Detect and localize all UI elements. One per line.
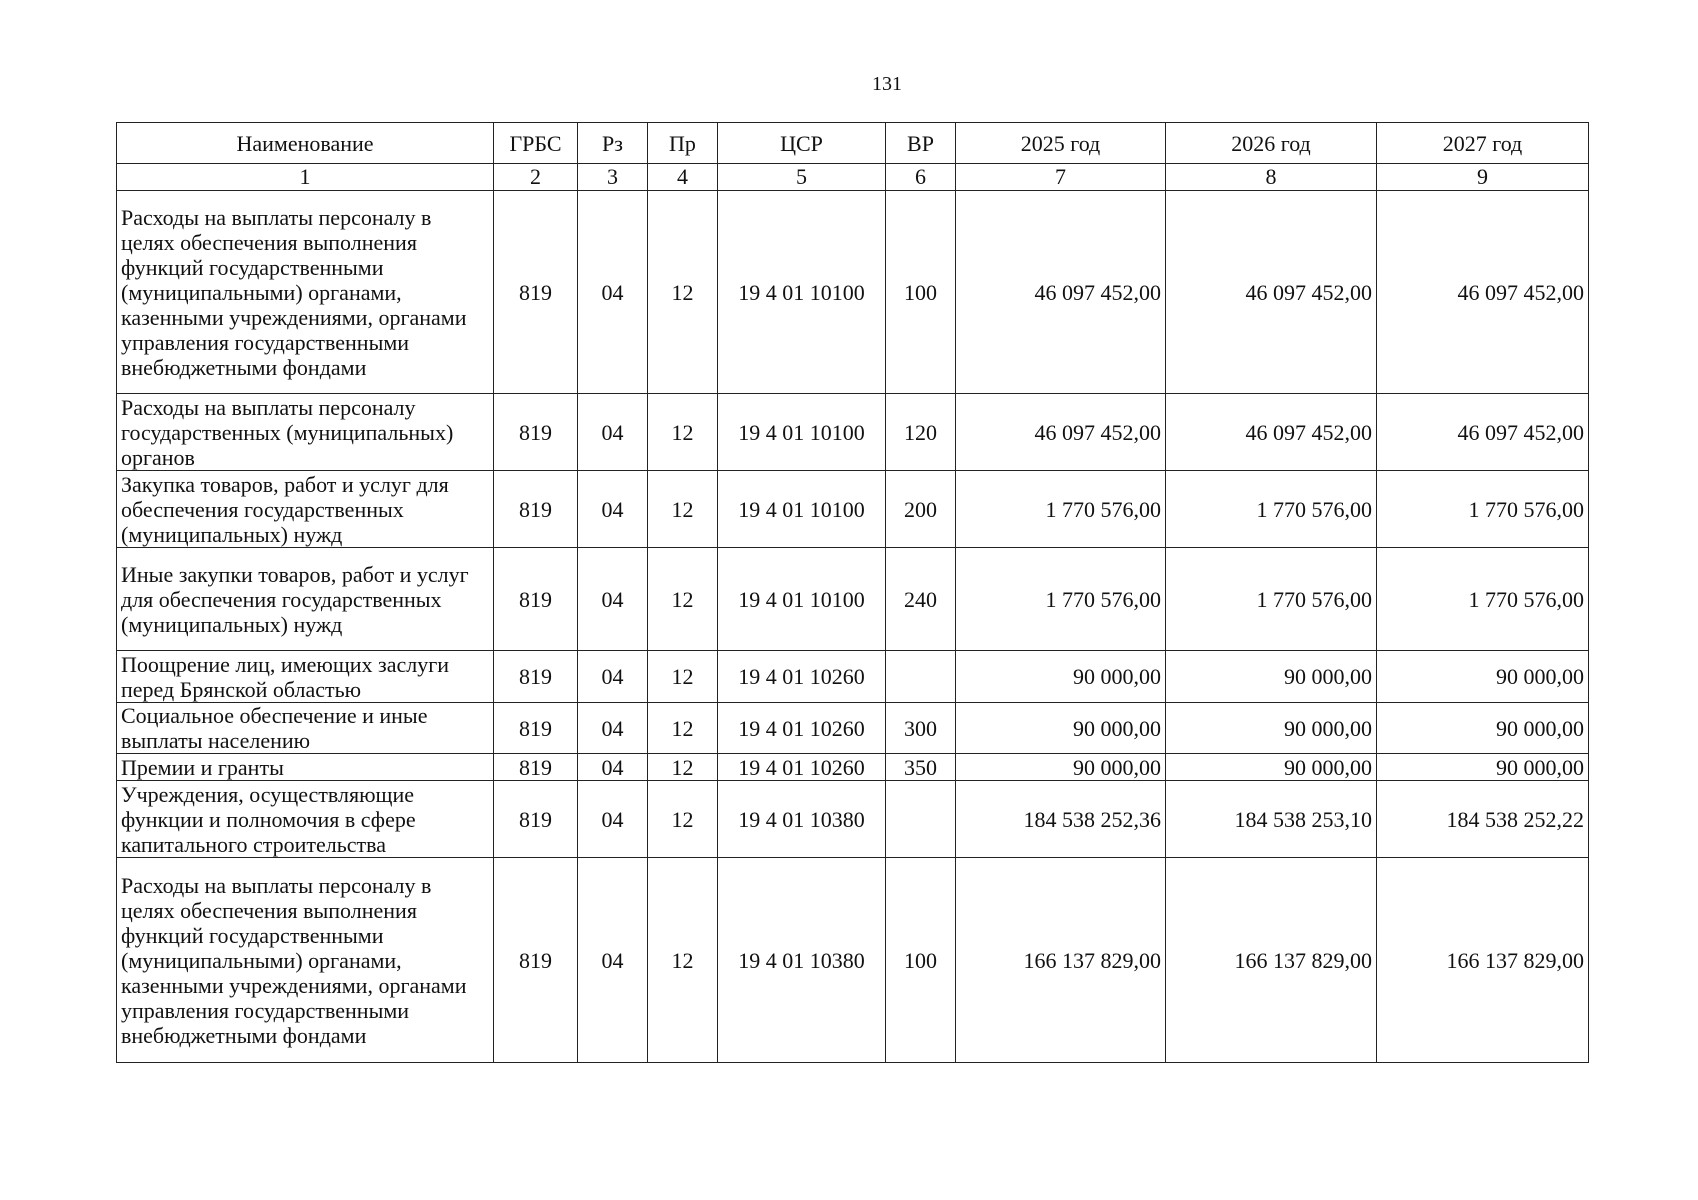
row-rz: 04 bbox=[578, 394, 648, 471]
row-amount-2025: 90 000,00 bbox=[956, 754, 1166, 781]
col-header-name: Наименование bbox=[117, 123, 494, 164]
table-row bbox=[117, 394, 1589, 471]
row-vr: 240 bbox=[886, 548, 956, 651]
row-vr: 200 bbox=[886, 471, 956, 548]
row-csr: 19 4 01 10260 bbox=[718, 754, 886, 781]
row-amount-2027: 1 770 576,00 bbox=[1377, 471, 1589, 548]
col-number: 5 bbox=[718, 164, 886, 191]
row-rz: 04 bbox=[578, 471, 648, 548]
row-amount-2025: 1 770 576,00 bbox=[956, 471, 1166, 548]
row-rz: 04 bbox=[578, 754, 648, 781]
row-vr: 120 bbox=[886, 394, 956, 471]
row-vr: 100 bbox=[886, 191, 956, 394]
col-number: 8 bbox=[1166, 164, 1377, 191]
row-amount-2027: 184 538 252,22 bbox=[1377, 781, 1589, 858]
table-row bbox=[117, 703, 1589, 754]
row-grbs: 819 bbox=[494, 651, 578, 703]
row-amount-2026: 46 097 452,00 bbox=[1166, 191, 1377, 394]
row-amount-2027: 90 000,00 bbox=[1377, 754, 1589, 781]
row-grbs: 819 bbox=[494, 191, 578, 394]
row-name: Иные закупки товаров, работ и услуг для обеспечения государственных (муниципальных) нужд bbox=[117, 548, 494, 651]
col-number: 4 bbox=[648, 164, 718, 191]
row-name: Расходы на выплаты персоналу в целях обеспечения выполнения функций государственными (муниципальными) органами, казенными учреждениями, органами управления государственными внебюджетными фондами bbox=[117, 191, 494, 394]
row-rz: 04 bbox=[578, 703, 648, 754]
row-pr: 12 bbox=[648, 781, 718, 858]
budget-table bbox=[116, 122, 1589, 1063]
col-header-grbs: ГРБС bbox=[494, 123, 578, 164]
col-header-2027: 2027 год bbox=[1377, 123, 1589, 164]
row-amount-2026: 166 137 829,00 bbox=[1166, 858, 1377, 1063]
col-header-rz: Рз bbox=[578, 123, 648, 164]
col-header-csr: ЦСР bbox=[718, 123, 886, 164]
row-pr: 12 bbox=[648, 703, 718, 754]
row-name: Поощрение лиц, имеющих заслуги перед Брянской областью bbox=[117, 651, 494, 703]
row-amount-2027: 46 097 452,00 bbox=[1377, 191, 1589, 394]
row-pr: 12 bbox=[648, 471, 718, 548]
row-rz: 04 bbox=[578, 191, 648, 394]
row-amount-2027: 1 770 576,00 bbox=[1377, 548, 1589, 651]
row-pr: 12 bbox=[648, 858, 718, 1063]
table-row bbox=[117, 471, 1589, 548]
row-amount-2026: 90 000,00 bbox=[1166, 754, 1377, 781]
row-rz: 04 bbox=[578, 548, 648, 651]
row-pr: 12 bbox=[648, 191, 718, 394]
row-grbs: 819 bbox=[494, 703, 578, 754]
row-amount-2025: 46 097 452,00 bbox=[956, 191, 1166, 394]
col-number: 7 bbox=[956, 164, 1166, 191]
row-csr: 19 4 01 10380 bbox=[718, 781, 886, 858]
row-grbs: 819 bbox=[494, 548, 578, 651]
table-row bbox=[117, 651, 1589, 703]
row-amount-2027: 90 000,00 bbox=[1377, 651, 1589, 703]
page-number: 131 bbox=[872, 73, 902, 95]
row-csr: 19 4 01 10100 bbox=[718, 191, 886, 394]
row-csr: 19 4 01 10100 bbox=[718, 548, 886, 651]
row-amount-2026: 184 538 253,10 bbox=[1166, 781, 1377, 858]
row-name: Закупка товаров, работ и услуг для обеспечения государственных (муниципальных) нужд bbox=[117, 471, 494, 548]
row-name: Премии и гранты bbox=[117, 754, 494, 781]
row-amount-2025: 90 000,00 bbox=[956, 703, 1166, 754]
table-row bbox=[117, 754, 1589, 781]
row-pr: 12 bbox=[648, 651, 718, 703]
row-rz: 04 bbox=[578, 781, 648, 858]
col-number: 2 bbox=[494, 164, 578, 191]
row-amount-2026: 46 097 452,00 bbox=[1166, 394, 1377, 471]
row-amount-2026: 90 000,00 bbox=[1166, 651, 1377, 703]
table-row bbox=[117, 858, 1589, 1063]
row-amount-2026: 90 000,00 bbox=[1166, 703, 1377, 754]
table-row bbox=[117, 191, 1589, 394]
row-amount-2026: 1 770 576,00 bbox=[1166, 471, 1377, 548]
row-amount-2025: 184 538 252,36 bbox=[956, 781, 1166, 858]
col-number: 9 bbox=[1377, 164, 1589, 191]
row-csr: 19 4 01 10100 bbox=[718, 394, 886, 471]
row-name: Социальное обеспечение и иные выплаты населению bbox=[117, 703, 494, 754]
row-vr bbox=[886, 781, 956, 858]
row-grbs: 819 bbox=[494, 781, 578, 858]
row-vr: 100 bbox=[886, 858, 956, 1063]
column-number-row bbox=[117, 164, 1589, 191]
col-header-vr: ВР bbox=[886, 123, 956, 164]
table-row bbox=[117, 548, 1589, 651]
col-header-2025: 2025 год bbox=[956, 123, 1166, 164]
row-rz: 04 bbox=[578, 858, 648, 1063]
row-pr: 12 bbox=[648, 394, 718, 471]
col-header-2026: 2026 год bbox=[1166, 123, 1377, 164]
row-amount-2027: 90 000,00 bbox=[1377, 703, 1589, 754]
col-number: 3 bbox=[578, 164, 648, 191]
row-amount-2025: 46 097 452,00 bbox=[956, 394, 1166, 471]
row-vr: 300 bbox=[886, 703, 956, 754]
row-name: Учреждения, осуществляющие функции и полномочия в сфере капитального строительства bbox=[117, 781, 494, 858]
col-number: 1 bbox=[117, 164, 494, 191]
row-amount-2025: 90 000,00 bbox=[956, 651, 1166, 703]
row-vr bbox=[886, 651, 956, 703]
row-grbs: 819 bbox=[494, 754, 578, 781]
row-name: Расходы на выплаты персоналу в целях обеспечения выполнения функций государственными (муниципальными) органами, казенными учреждениями, органами управления государственными внебюджетными фондами bbox=[117, 858, 494, 1063]
row-grbs: 819 bbox=[494, 858, 578, 1063]
row-rz: 04 bbox=[578, 651, 648, 703]
row-csr: 19 4 01 10100 bbox=[718, 471, 886, 548]
row-csr: 19 4 01 10380 bbox=[718, 858, 886, 1063]
row-name: Расходы на выплаты персоналу государственных (муниципальных) органов bbox=[117, 394, 494, 471]
row-amount-2025: 1 770 576,00 bbox=[956, 548, 1166, 651]
row-amount-2027: 166 137 829,00 bbox=[1377, 858, 1589, 1063]
row-pr: 12 bbox=[648, 548, 718, 651]
row-grbs: 819 bbox=[494, 471, 578, 548]
row-csr: 19 4 01 10260 bbox=[718, 651, 886, 703]
col-header-pr: Пр bbox=[648, 123, 718, 164]
row-csr: 19 4 01 10260 bbox=[718, 703, 886, 754]
row-vr: 350 bbox=[886, 754, 956, 781]
table-row bbox=[117, 781, 1589, 858]
col-number: 6 bbox=[886, 164, 956, 191]
row-amount-2027: 46 097 452,00 bbox=[1377, 394, 1589, 471]
header-row bbox=[117, 123, 1589, 164]
row-grbs: 819 bbox=[494, 394, 578, 471]
row-amount-2026: 1 770 576,00 bbox=[1166, 548, 1377, 651]
row-pr: 12 bbox=[648, 754, 718, 781]
row-amount-2025: 166 137 829,00 bbox=[956, 858, 1166, 1063]
